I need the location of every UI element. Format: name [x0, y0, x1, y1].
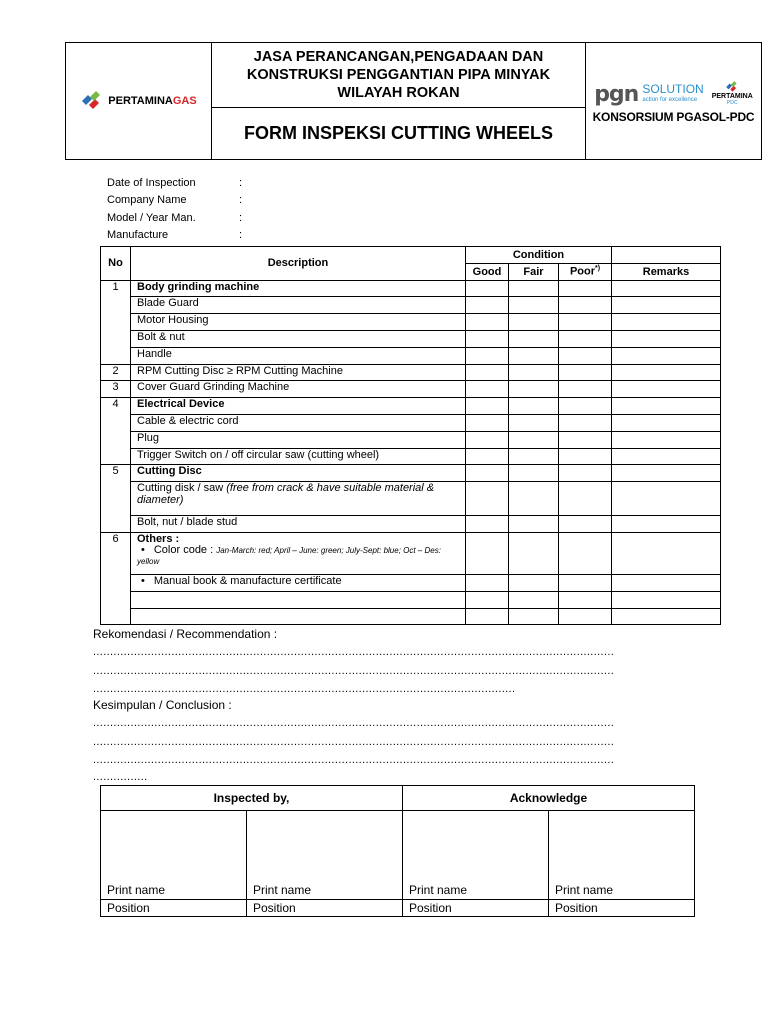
col-condition: Condition	[466, 247, 612, 264]
table-row: Bolt & nut	[101, 330, 721, 347]
info-row-model: Model / Year Man. :	[107, 211, 243, 224]
form-title: FORM INSPEKSI CUTTING WHEELS	[243, 123, 553, 143]
col-fair: Fair	[509, 263, 559, 280]
position-field[interactable]: Position	[549, 900, 695, 917]
pertamina-logo-icon	[80, 91, 104, 111]
solution-text: SOLUTION	[642, 81, 704, 96]
position-field[interactable]: Position	[247, 900, 403, 917]
signature-box[interactable]: Print name	[403, 811, 549, 900]
header-title-block	[212, 43, 586, 159]
pertamina-small-logo-icon	[725, 81, 739, 93]
form-header	[65, 42, 762, 160]
poor-cell[interactable]	[559, 280, 612, 297]
table-row: Cable & electric cord	[101, 414, 721, 431]
conclusion-line[interactable]: .........................................................................................................................................................	[93, 717, 615, 729]
table-row: 3 Cover Guard Grinding Machine	[101, 381, 721, 398]
conclusion-label: Kesimpulan / Conclusion :	[93, 698, 232, 712]
project-title: JASA PERANCANGAN,PENGADAAN DAN KONSTRUKSI PENGGANTIAN PIPA MINYAK WILAYAH ROKAN	[212, 43, 585, 108]
conclusion-line[interactable]: .........................................................................................................................................................	[93, 736, 615, 748]
conclusion-line[interactable]: ................	[93, 771, 148, 783]
recommendation-line[interactable]: ............................................................................................................................	[93, 683, 516, 695]
table-row: 1 Body grinding machine	[101, 280, 721, 297]
table-row: Cutting disk / saw (free from crack & have suitable material & diameter)	[101, 482, 721, 516]
table-row: Motor Housing	[101, 314, 721, 331]
col-poor: Poor*)	[559, 263, 612, 280]
signature-box[interactable]: Print name	[549, 811, 695, 900]
table-row: Handle	[101, 347, 721, 364]
info-row-date: Date of Inspection :	[107, 177, 243, 189]
remarks-cell[interactable]	[612, 280, 721, 297]
acknowledge-header: Acknowledge	[403, 786, 695, 811]
signature-table	[100, 785, 695, 917]
info-row-company: Company Name :	[107, 194, 243, 207]
col-description: Description	[131, 247, 466, 281]
position-row	[101, 900, 695, 917]
table-row: Plug	[101, 431, 721, 448]
recommendation-line[interactable]: .........................................................................................................................................................	[93, 646, 615, 658]
table-row: Blade Guard	[101, 297, 721, 314]
good-cell[interactable]	[466, 280, 509, 297]
inspected-by-header: Inspected by,	[101, 786, 403, 811]
position-field[interactable]: Position	[403, 900, 549, 917]
signature-header-row	[101, 786, 695, 811]
col-remarks: Remarks	[612, 263, 721, 280]
fair-cell[interactable]	[509, 280, 559, 297]
col-good: Good	[466, 263, 509, 280]
solution-tagline: action for excellence	[642, 96, 698, 103]
recommendation-line[interactable]: .........................................................................................................................................................	[93, 665, 615, 677]
pertamina-pdc-logo: PERTAMINA PDC	[712, 81, 753, 106]
position-field[interactable]: Position	[101, 900, 247, 917]
pgn-solution-logo	[586, 43, 761, 159]
pertamina-gas-logo-text: PERTAMINAGAS	[108, 95, 197, 107]
col-remarks-top	[612, 247, 721, 264]
konsorsium-name: KONSORSIUM PGASOL-PDC	[592, 109, 755, 124]
inspection-table	[100, 246, 721, 625]
info-row-manufacture: Manufacture :	[107, 228, 243, 241]
conclusion-line[interactable]: .........................................................................................................................................................	[93, 754, 615, 766]
signature-box-row	[101, 811, 695, 900]
table-row: Trigger Switch on / off circular saw (cutting wheel)	[101, 448, 721, 465]
recommendation-label: Rekomendasi / Recommendation :	[93, 627, 278, 641]
table-row: • Manual book & manufacture certificate	[101, 574, 721, 591]
table-row: Bolt, nut / blade stud	[101, 516, 721, 533]
pgn-logo-text: pgn	[594, 81, 639, 107]
table-header-row	[101, 247, 721, 264]
inspection-info	[107, 177, 242, 246]
col-no: No	[101, 247, 131, 281]
table-row: 5 Cutting Disc	[101, 465, 721, 482]
pertamina-gas-logo	[66, 43, 212, 159]
table-row: 2 RPM Cutting Disc ≥ RPM Cutting Machine	[101, 364, 721, 381]
signature-box[interactable]: Print name	[247, 811, 403, 900]
table-row	[101, 591, 721, 608]
table-row: 4 Electrical Device	[101, 398, 721, 415]
table-row: 6 Others : • Color code : Jan-March: red; April – June: green; July-Sept: blue; Oct – Des: yellow	[101, 532, 721, 574]
table-row	[101, 608, 721, 625]
signature-box[interactable]: Print name	[101, 811, 247, 900]
